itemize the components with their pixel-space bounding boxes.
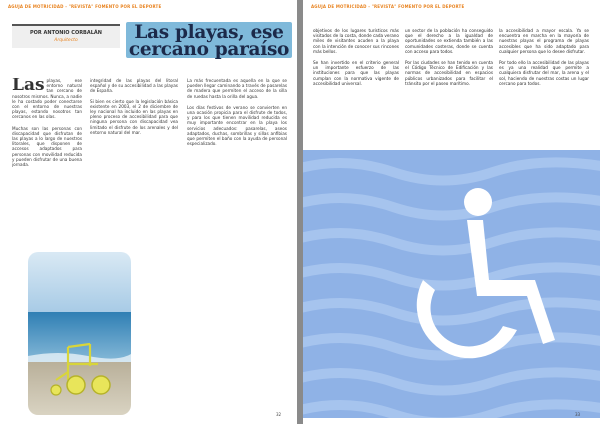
author-role: Arquitecto	[54, 38, 78, 43]
article-column-4	[313, 28, 399, 410]
col5-paragraph-2: Por las ciudades se han tenido en cuenta el Código Técnico de Edificación y las normas de accesibilidad en espacios públicos urbanizados para facilitar el tránsito por el paseo marítimo.	[405, 60, 493, 86]
article-headline	[126, 22, 292, 58]
col6-paragraph-2: Por todo ello la accesibilidad de las playas es ya una realidad que permite a cualquiera disfrutar del mar, la arena y el sol, haciendo de nuestras costas un lugar cercano para todos.	[499, 60, 589, 86]
col1-paragraph-2: Muchas son las personas con discapacidad que disfrutan de las playas a lo largo de nuestros litorales, que disponen de accesos adaptados para personas con movilidad reducida y pueden disfrutar de una buena jornada.	[12, 125, 82, 168]
beach-wheelchair-photo	[28, 252, 131, 415]
col3-paragraph-1: La más frecuentada es aquella en la que se pueden llegar caminando a través de pasarelas de madera que permiten el acceso de la silla de ruedas hasta la orilla del agua.	[187, 78, 287, 99]
page-number-left: 32	[276, 412, 282, 417]
col2-paragraph-1: integridad de las playas del litoral español y de su accesibilidad a las playas de España.	[90, 78, 178, 94]
page-number-right: 33	[575, 412, 581, 417]
article-column-3	[187, 78, 287, 412]
col4-paragraph-1: objetivos de los lugares turísticos más visitados de la costa, donde cada verano miles de visitantes acuden a la playa con la intención de conocer sus rincones más bellos.	[313, 28, 399, 54]
left-page	[0, 0, 297, 424]
col1-intro: playas, ese entorno natural tan cercano de nosotros mismos. Nunca, a nadie le ha costado poder conectarse con el entorno de nuestras playas, estando nosotros tan cercanos en las olas.	[12, 78, 82, 120]
col3-paragraph-2: Los días festivos de verano se convierten en una ocasión propicia para el disfrute de todos, y para los que tienen movilidad reducida es muy importante encontrar en la playa los servicios adecuados: pasarelas, aseos adaptados, duchas, sombrillas y sillas anfibias que permiten el baño con la ayuda de personal especializado.	[187, 104, 287, 147]
article-column-6	[499, 28, 589, 278]
headline-line-1: Las playas, ese	[134, 22, 284, 43]
running-head-left: AGUJA DE MOTRICIDAD - "REVISTA" FOMENTO POR EL DEPORTE	[8, 4, 162, 9]
article-column-2	[90, 78, 178, 212]
article-column-5	[405, 28, 493, 188]
col2-paragraph-2: Si bien es cierto que la legislación básica existente en 2003, el 2 de diciembre de ley nacional ha incluido en las playas en pleno proceso de accesibilidad para que ninguna persona con discapacidad vea limitado el disfrute de los arenales y del entorno natural del mar.	[90, 98, 178, 135]
headline-line-2: cercano paraíso	[128, 39, 290, 60]
article-column-1	[12, 78, 82, 250]
dropcap: Las	[12, 78, 45, 95]
running-head-right: AGUJA DE MOTRICIDAD - "REVISTA" FOMENTO POR EL DEPORTE	[311, 4, 465, 9]
right-page	[303, 0, 600, 424]
col5-paragraph-1: un sector de la población ha conseguido que el derecho a la igualdad de oportunidades se extienda también a las comunidades costeras, donde se cuenta con acceso para todos.	[405, 28, 493, 54]
author-name: POR ANTONIO CORBALÁN	[30, 30, 102, 36]
col6-paragraph-1: la accesibilidad a mayor escala. Ya se encuentra en marcha en la mayoría de nuestras playas el programa de playas accesibles que ha sido adaptado para cualquier persona que lo desee disfrutar.	[499, 28, 589, 54]
col4-paragraph-2: Se han invertido en el criterio general un importante esfuerzo de las instituciones para que las playas cumplan con la normativa vigente de accesibilidad universal.	[313, 60, 399, 86]
author-box	[12, 24, 120, 48]
beach-photo-image	[28, 252, 131, 415]
